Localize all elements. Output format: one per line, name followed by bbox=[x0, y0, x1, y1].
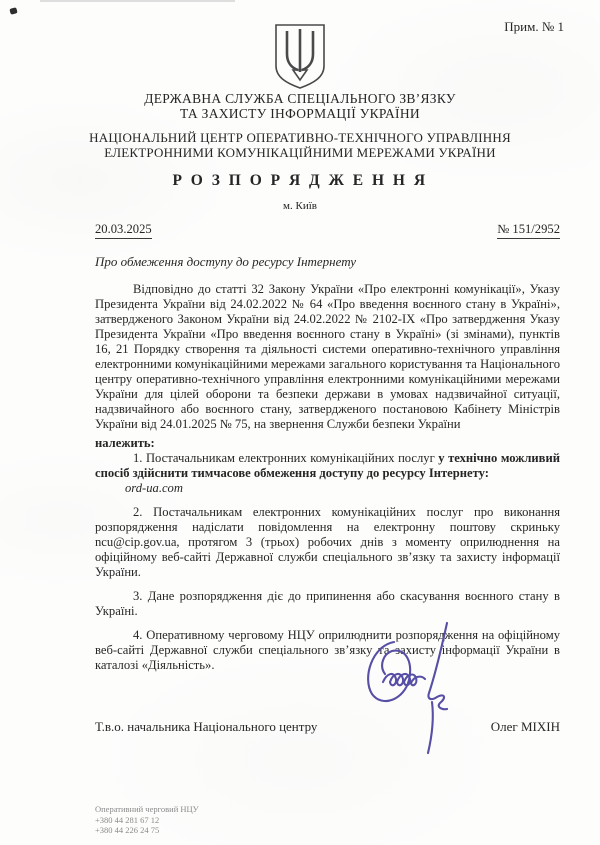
ukraine-trident-emblem-icon bbox=[270, 22, 330, 90]
scan-artifact-line bbox=[40, 0, 235, 2]
preamble-paragraph: Відповідно до статті 32 Закону України «Про електронні комунікації», Указу Президента України від 24.02.2022 № 64 «Про введення воєнного стану в Україні», затвердженого Законом України від 24.02.2022 № 2102-ІХ «Про затвердження Указу Президента України «Про введення воєнного стану в Україні» (зі змінами), пунктів 16, 21 Порядку створення та діяльності системи оперативно-технічного управління електронними комунікаційними мережами загального користування та Національного центру оперативно-технічного управління електронними комунікаційними мережами України для цілей оборони та безпеки держави в умовах надзвичайної ситуації, надзвичайного або воєнного стану, затвердженого постановою Кабінету Міністрів України від 24.01.2025 № 75, на звернення Служби безпеки України bbox=[95, 282, 560, 431]
center-name-line2: ЕЛЕКТРОННИМИ КОМУНІКАЦІЙНИМИ МЕРЕЖАМИ УКРАЇНИ bbox=[104, 145, 496, 160]
order-item-2: 2. Постачальникам електронних комунікаційних послуг про виконання розпорядження надіслати повідомлення на електронну поштову скриньку ncu@cip.gov.ua, протягом 3 (трьох) робочих днів з моменту оприлюднення на офіційному веб-сайті Державної служби спеціального зв’язку та захисту інформації України. bbox=[95, 505, 560, 579]
document-type-title: Р О З П О Р Я Д Ж Е Н Н Я bbox=[172, 172, 428, 189]
order-item-1-lead: 1. Постачальникам електронних комунікаційних послуг bbox=[133, 451, 439, 465]
order-item-3: 3. Дане розпорядження діє до припинення або скасування воєнного стану в Україні. bbox=[95, 589, 560, 618]
reference-row bbox=[95, 222, 560, 239]
document-header bbox=[0, 91, 600, 214]
footer-contact-block bbox=[95, 804, 199, 836]
order-item-4: 4. Оперативному черговому НЦУ оприлюднити розпорядження на офіційному веб-сайті Державної служби спеціального зв’язку та захисту інформації України в каталозі «Діяльність». bbox=[95, 628, 560, 672]
signature-row bbox=[95, 719, 560, 734]
document-date: 20.03.2025 bbox=[95, 222, 152, 239]
agency-name-line1: ДЕРЖАВНА СЛУЖБА СПЕЦІАЛЬНОГО ЗВ’ЯЗКУ bbox=[144, 91, 456, 106]
directive-word: належить: bbox=[95, 436, 155, 450]
document-number: № 151/2952 bbox=[497, 222, 560, 239]
center-name-line1: НАЦІОНАЛЬНИЙ ЦЕНТР ОПЕРАТИВНО-ТЕХНІЧНОГО УПРАВЛІННЯ bbox=[89, 130, 511, 145]
subject-line: Про обмеження доступу до ресурсу Інтернету bbox=[95, 254, 357, 269]
footer-phone-1: +380 44 281 67 12 bbox=[95, 814, 160, 825]
order-item-1 bbox=[95, 451, 560, 481]
handwritten-signature bbox=[352, 620, 470, 760]
footer-phone-2: +380 44 226 24 75 bbox=[95, 825, 160, 835]
document-body bbox=[95, 222, 560, 734]
signer-name: Олег МІХІН bbox=[490, 719, 560, 734]
city-label: м. Київ bbox=[283, 200, 317, 212]
blocked-resource: ord-ua.com bbox=[125, 481, 183, 495]
footer-duty-officer: Оперативний черговий НЦУ bbox=[95, 804, 199, 814]
scan-artifact-smudge bbox=[9, 7, 17, 15]
order-item-1-bold: у технічно можливий спосіб здійснити тимчасове обмеження доступу до ресурсу Інтернету: bbox=[95, 451, 561, 480]
agency-name-line2: ТА ЗАХИСТУ ІНФОРМАЦІЇ УКРАЇНИ bbox=[180, 106, 420, 121]
copy-number-note: Прим. № 1 bbox=[504, 19, 564, 34]
signer-title: Т.в.о. начальника Національного центру bbox=[95, 719, 318, 734]
